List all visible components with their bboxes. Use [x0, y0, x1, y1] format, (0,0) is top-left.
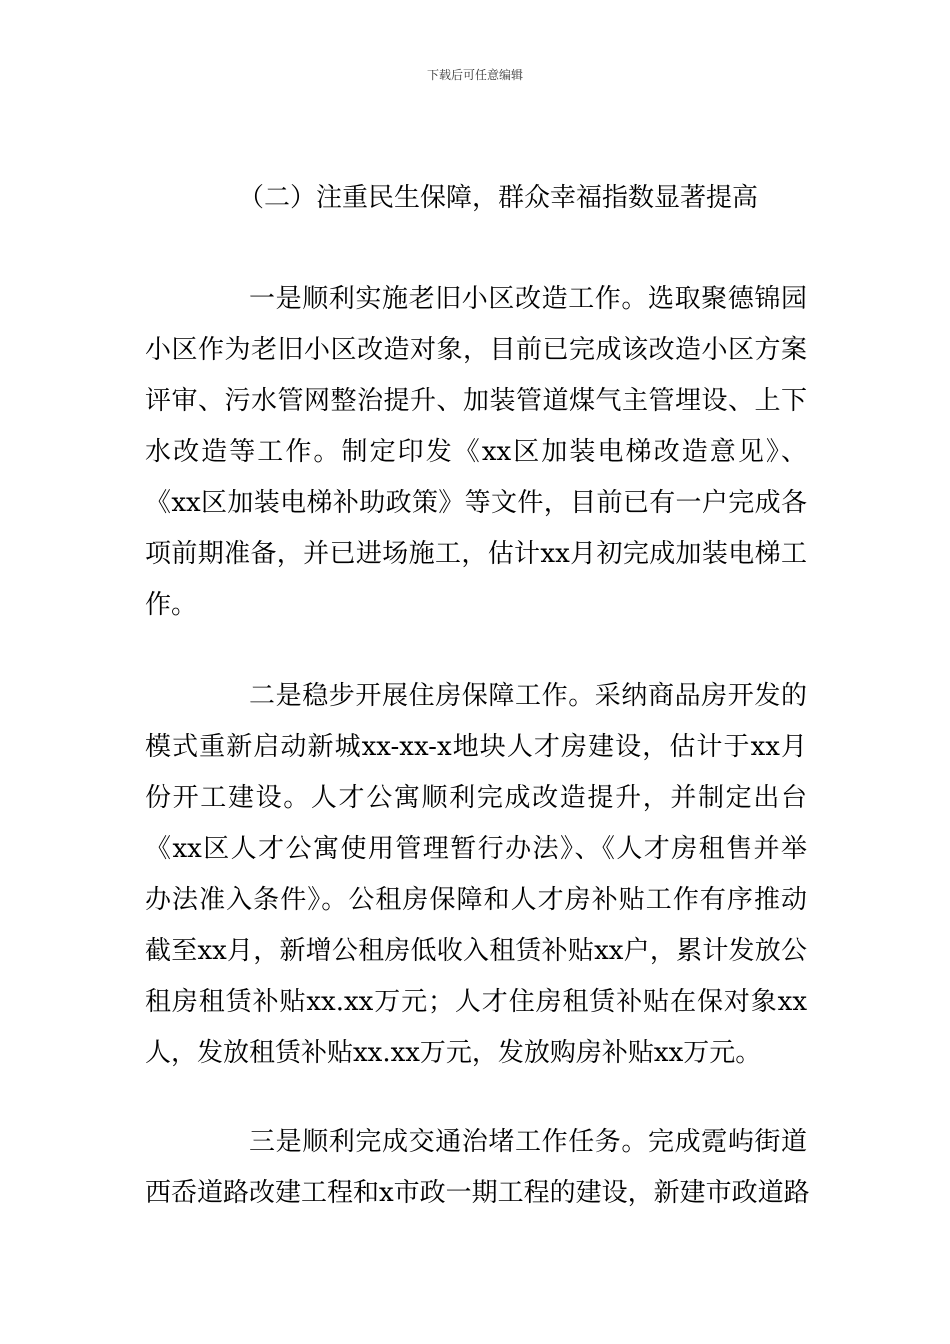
page-header-note: 下载后可任意编辑	[426, 68, 523, 82]
paragraph-line: 二是稳步开展住房保障工作。采纳商品房开发的	[249, 681, 807, 711]
paragraph-line: 租房租赁补贴xx.xx万元；人才住房租赁补贴在保对象xx	[145, 987, 807, 1017]
paragraph-line: 模式重新启动新城xx-xx-x地块人才房建设，估计于xx月	[145, 732, 807, 762]
paragraph-line: 西岙道路改建工程和x市政一期工程的建设，新建市政道路	[145, 1178, 810, 1208]
paragraph-line: 办法准入条件》。公租房保障和人才房补贴工作有序推动	[145, 885, 807, 915]
paragraph-line: 《xx区人才公寓使用管理暂行办法》、《人才房租售并举	[145, 834, 807, 864]
paragraph-line: 项前期准备，并已进场施工，估计xx月初完成加装电梯工	[145, 539, 807, 569]
paragraph-line: 份开工建设。人才公寓顺利完成改造提升，并制定出台	[145, 783, 807, 813]
paragraph-line: 评审、污水管网整治提升、加装管道煤气主管埋设、上下	[145, 386, 807, 416]
paragraph-line: 一是顺利实施老旧小区改造工作。选取聚德锦园	[249, 284, 807, 314]
paragraph-line: 小区作为老旧小区改造对象，目前已完成该改造小区方案	[145, 335, 807, 365]
section-heading: （二）注重民生保障，群众幸福指数显著提高	[238, 183, 759, 213]
paragraph-traffic-congestion	[145, 1117, 810, 1219]
paragraph-line: 截至xx月，新增公租房低收入租赁补贴xx户，累计发放公	[145, 936, 807, 966]
paragraph-line: 作。	[145, 590, 198, 620]
paragraph-line: 《xx区加装电梯补助政策》等文件，目前已有一户完成各	[145, 488, 807, 518]
paragraph-line: 人，发放租赁补贴xx.xx万元，发放购房补贴xx万元。	[145, 1038, 762, 1068]
paragraph-line: 水改造等工作。制定印发《xx区加装电梯改造意见》、	[145, 437, 807, 467]
paragraph-line: 三是顺利完成交通治堵工作任务。完成霓屿街道	[249, 1127, 807, 1157]
paragraph-old-community-renovation	[145, 274, 807, 631]
paragraph-housing-security	[145, 671, 807, 1079]
